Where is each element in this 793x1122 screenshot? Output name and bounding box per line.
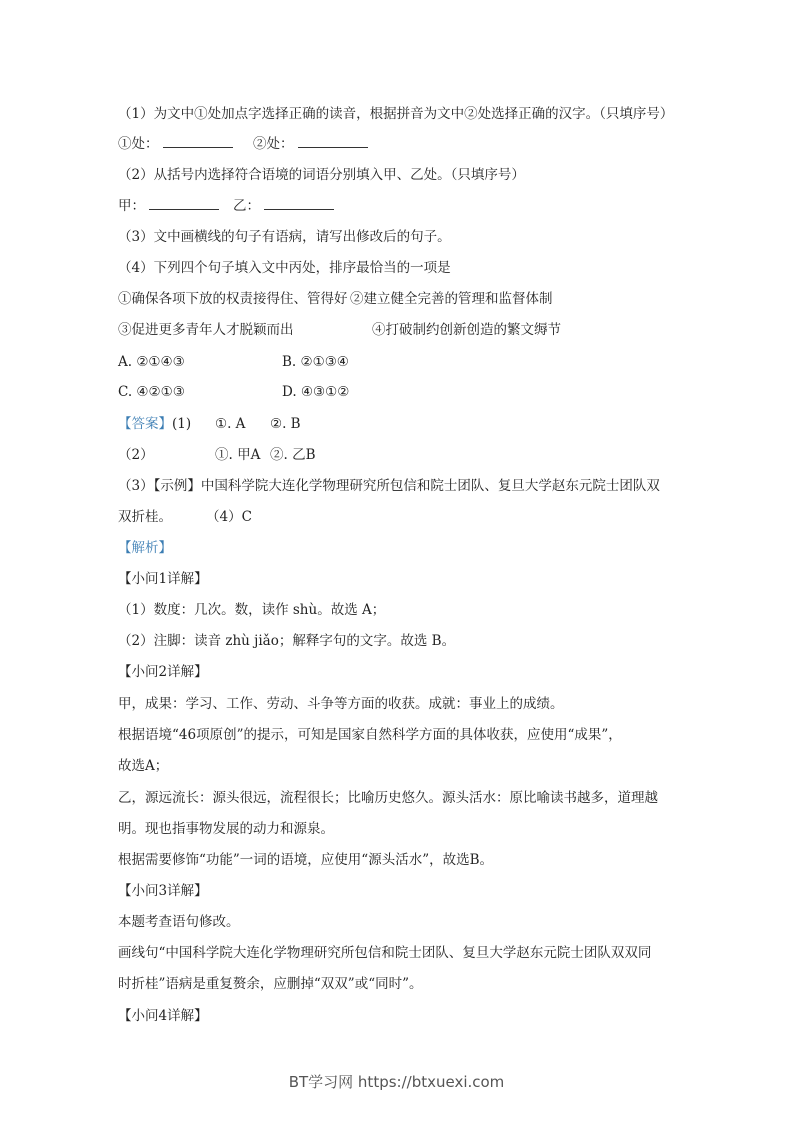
answer-2-part-1: ①. 甲A xyxy=(215,447,261,463)
answer-2-number: （2） xyxy=(118,447,154,463)
analysis-line: 明。现也指事物发展的动力和源泉。 xyxy=(118,821,334,837)
blank-yi-label: 乙： xyxy=(233,198,260,214)
analysis-line: （2）注脚：读音 zhù jiǎo；解释字句的文字。故选 B。 xyxy=(118,633,456,649)
answer-line-2 xyxy=(118,446,518,464)
option-a: A. ②①④③ xyxy=(118,354,185,370)
blank-1-line xyxy=(163,135,233,148)
analysis-line: 时折桂”语病是重复赘余，应删掉“双双”或“同时”。 xyxy=(118,976,423,992)
analysis-line: 乙，源远流长：源头很远，流程很长；比喻历史悠久。源头活水：原比喻读书越多，道理越 xyxy=(118,790,658,806)
blank-yi-line xyxy=(264,197,334,210)
question-2-blanks xyxy=(118,197,260,215)
sentence-3: ③促进更多青年人才脱颖而出 xyxy=(118,322,294,338)
blank-jia-label: 甲： xyxy=(118,198,145,214)
footer-watermark: BT学习网 https://btxuexi.com xyxy=(288,1073,505,1091)
options-row-1 xyxy=(118,353,518,371)
question-3: （3）文中画横线的句子有语病，请写出修改后的句子。 xyxy=(118,229,451,245)
blank-2-label: ②处： xyxy=(253,136,294,152)
answer-1-part-1: ①. A xyxy=(215,416,246,432)
sentences-row-1 xyxy=(118,290,678,308)
answer-4: （4）C xyxy=(206,509,252,525)
question-2: （2）从括号内选择符合语境的词语分别填入甲、乙处。（只填序号） xyxy=(118,167,525,183)
analysis-line: 根据需要修饰“功能”一词的语境，应使用“源头活水”，故选B。 xyxy=(118,852,494,868)
sentence-2: ②建立健全完善的管理和监督体制 xyxy=(350,291,553,307)
analysis-line: 画线句“中国科学院大连化学物理研究所包信和院士团队、复旦大学赵东元院士团队双双同 xyxy=(118,945,652,961)
question-1-blanks xyxy=(118,135,294,153)
answer-3-end: 双折桂。 xyxy=(118,509,172,525)
analysis-line: 根据语境“46项原创”的提示，可知是国家自然科学方面的具体收获，应使用“成果”， xyxy=(118,727,622,743)
sentences-row-2 xyxy=(118,321,678,339)
sentence-1: ①确保各项下放的权责接得住、管得好 xyxy=(118,291,348,307)
analysis-line: 【小问3详解】 xyxy=(118,883,208,899)
blank-1-label: ①处： xyxy=(118,136,159,152)
option-b: B. ②①③④ xyxy=(282,354,349,370)
options-row-2 xyxy=(118,383,518,401)
blank-2-line xyxy=(298,135,368,148)
analysis-line: 故选A； xyxy=(118,758,169,774)
blank-jia-line xyxy=(149,197,219,210)
answer-2-part-2: ②. 乙B xyxy=(270,447,316,463)
option-d: D. ④③①② xyxy=(282,384,350,400)
option-c: C. ④②①③ xyxy=(118,384,185,400)
question-1: （1）为文中①处加点字选择正确的读音，根据拼音为文中②处选择正确的汉字。（只填序号） xyxy=(118,106,674,122)
answer-3-line-1: （3）【示例】中国科学院大连化学物理研究所包信和院士团队、复旦大学赵东元院士团队双 xyxy=(118,478,660,494)
analysis-label: 【解析】 xyxy=(118,540,172,556)
answer-1-number: (1) xyxy=(172,416,192,432)
answer-line-1 xyxy=(118,415,518,433)
analysis-line: 【小问1详解】 xyxy=(118,571,208,587)
answer-label: 【答案】 xyxy=(118,416,172,432)
analysis-line: 【小问4详解】 xyxy=(118,1008,208,1024)
analysis-line: 本题考查语句修改。 xyxy=(118,914,240,930)
analysis-line: 甲，成果：学习、工作、劳动、斗争等方面的收获。成就：事业上的成绩。 xyxy=(118,696,564,712)
analysis-line: 【小问2详解】 xyxy=(118,664,208,680)
answer-3-line-2 xyxy=(118,508,418,526)
sentence-4: ④打破制约创新创造的繁文缛节 xyxy=(372,322,561,338)
analysis-line: （1）数度：几次。数，读作 shù。故选 A； xyxy=(118,602,386,618)
question-4: （4）下列四个句子填入文中丙处，排序最恰当的一项是 xyxy=(118,260,451,276)
answer-1-part-2: ②. B xyxy=(270,416,301,432)
